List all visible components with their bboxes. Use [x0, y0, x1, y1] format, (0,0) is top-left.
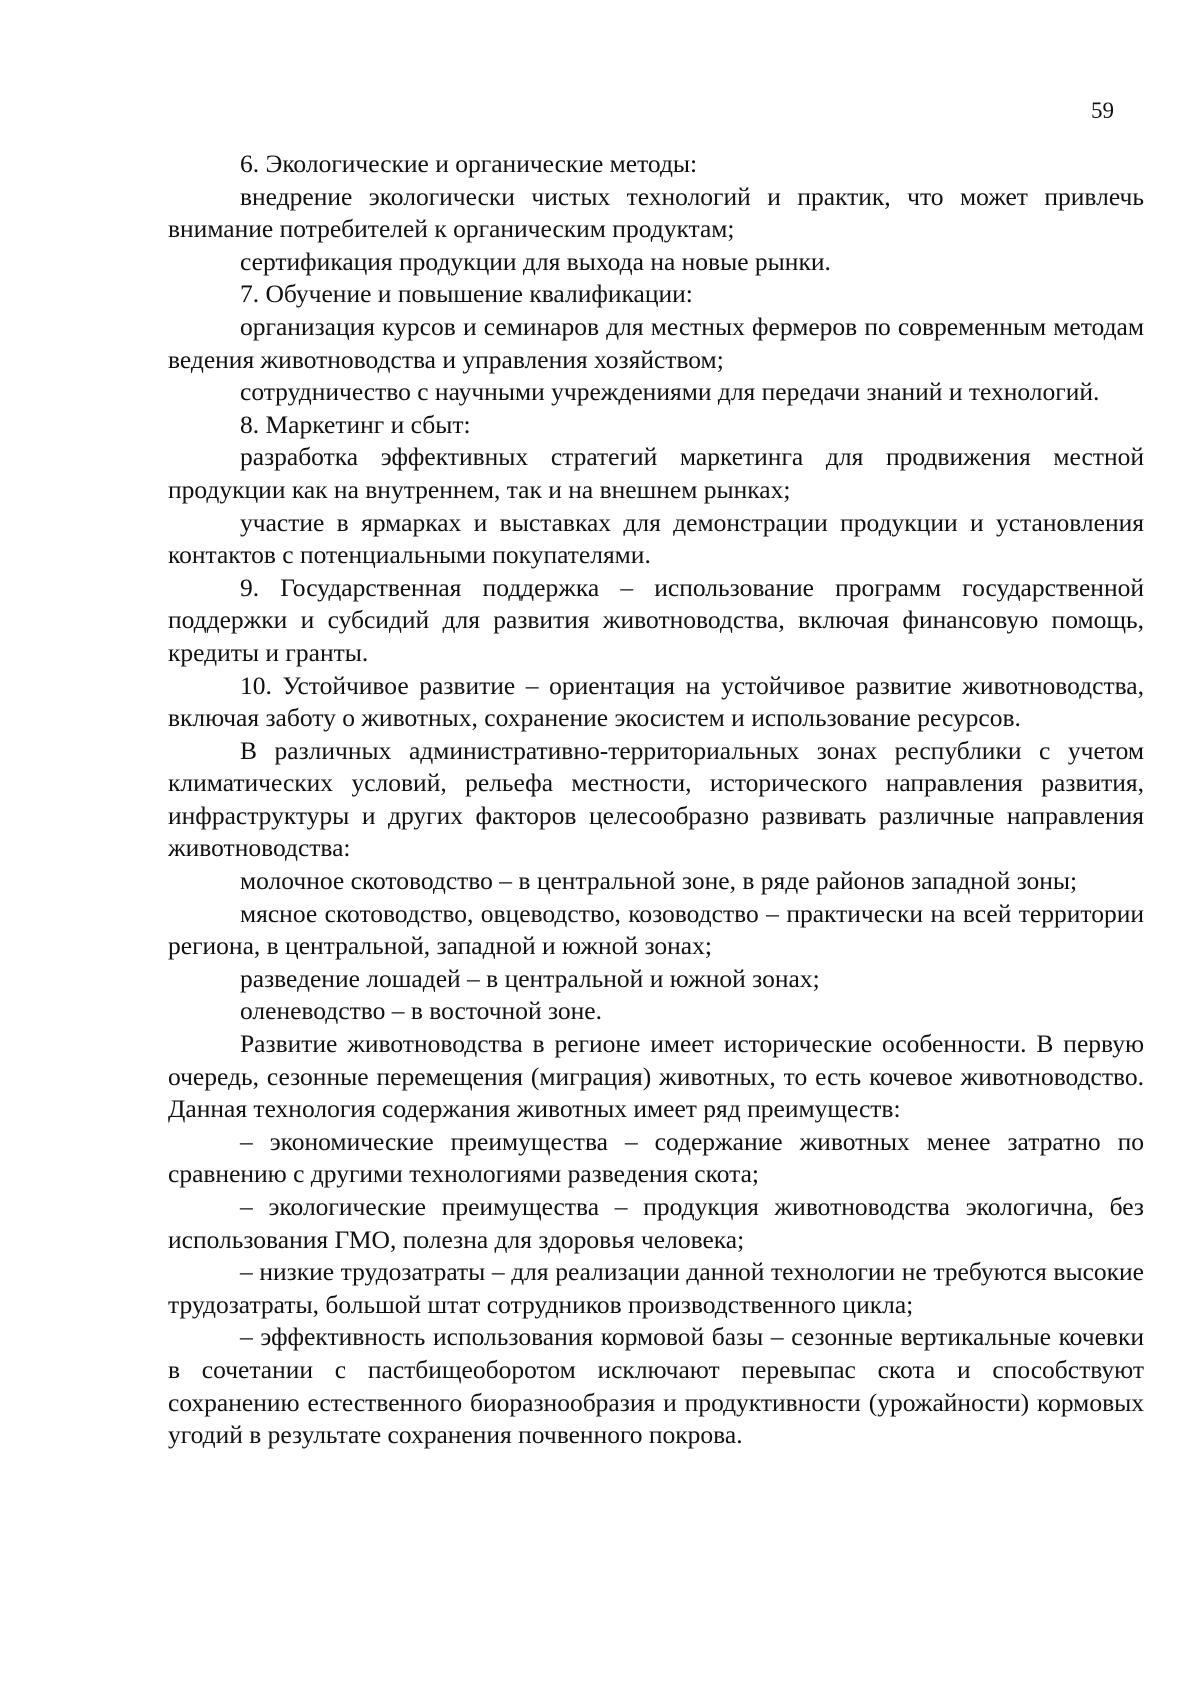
paragraph: организация курсов и семинаров для местных фермеров по современным методам ведения животноводства и управления хозяйством; [168, 311, 1144, 374]
paragraph: молочное скотоводство – в центральной зоне, в ряде районов западной зоны; [240, 866, 1078, 896]
paragraph: – экологические преимущества – продукция животноводства экологична, без использования ГМО, полезна для здоровья человека; [168, 1192, 1144, 1254]
paragraph: разработка эффективных стратегий маркетинга для продвижения местной продукции как на внутреннем, так и на внешнем рынках; [168, 442, 1144, 504]
paragraph: оленеводство – в восточной зоне. [240, 996, 602, 1026]
paragraph: – эффективность использования кормовой базы – сезонные вертикальные кочевки в сочетании с пастбищеоборотом исключают перевыпас скота и способствуют сохранению естественного биоразнообразия и продуктивности (урожайности) кормовых угодий в результате сохранения почвенного покрова. [168, 1322, 1144, 1450]
paragraph: 9. Государственная поддержка – использование программ государственной поддержки и субсидий для развития животноводства, включая финансовую помощь, кредиты и гранты. [168, 572, 1144, 667]
paragraph: 8. Маркетинг и сбыт: [240, 409, 471, 439]
paragraph: 10. Устойчивое развитие – ориентация на устойчивое развитие животноводства, включая заботу о животных, сохранение экосистем и использование ресурсов. [168, 670, 1144, 733]
paragraph: мясное скотоводство, овцеводство, козоводство – практически на всей территории региона, в центральной, западной и южной зонах; [168, 898, 1144, 961]
paragraph: внедрение экологически чистых технологий и практик, что может привлечь внимание потребителей к органическим продуктам; [168, 181, 1144, 244]
paragraph: участие в ярмарках и выставках для демонстрации продукции и установления контактов с потенциальными покупателями. [168, 507, 1144, 570]
paragraph: 6. Экологические и органические методы: [240, 149, 698, 178]
body-text [168, 148, 1144, 1452]
paragraph: В различных административно-территориальных зонах республики с учетом климатических условий, рельефа местности, исторического направления развития, инфраструктуры и других факторов целесообразно развивать различные направления животноводства: [168, 735, 1144, 863]
paragraph: – низкие трудозатраты – для реализации данной технологии не требуются высокие трудозатраты, большой штат сотрудников производственного цикла; [168, 1257, 1144, 1319]
page-number: 59 [1091, 98, 1114, 123]
paragraph: Развитие животноводства в регионе имеет исторические особенности. В первую очередь, сезонные перемещения (миграция) животных, то есть кочевое животноводство. Данная технология содержания животных имеет ряд преимуществ: [168, 1029, 1144, 1124]
paragraph: 7. Обучение и повышение квалификации: [240, 279, 693, 309]
paragraph: разведение лошадей – в центральной и южной зонах; [240, 963, 820, 993]
paragraph: сертификация продукции для выхода на новые рынки. [240, 246, 831, 276]
paragraph: сотрудничество с научными учреждениями для передачи знаний и технологий. [240, 377, 1100, 407]
paragraph: – экономические преимущества – содержание животных менее затратно по сравнению с другими технологиями разведения скота; [168, 1126, 1144, 1189]
